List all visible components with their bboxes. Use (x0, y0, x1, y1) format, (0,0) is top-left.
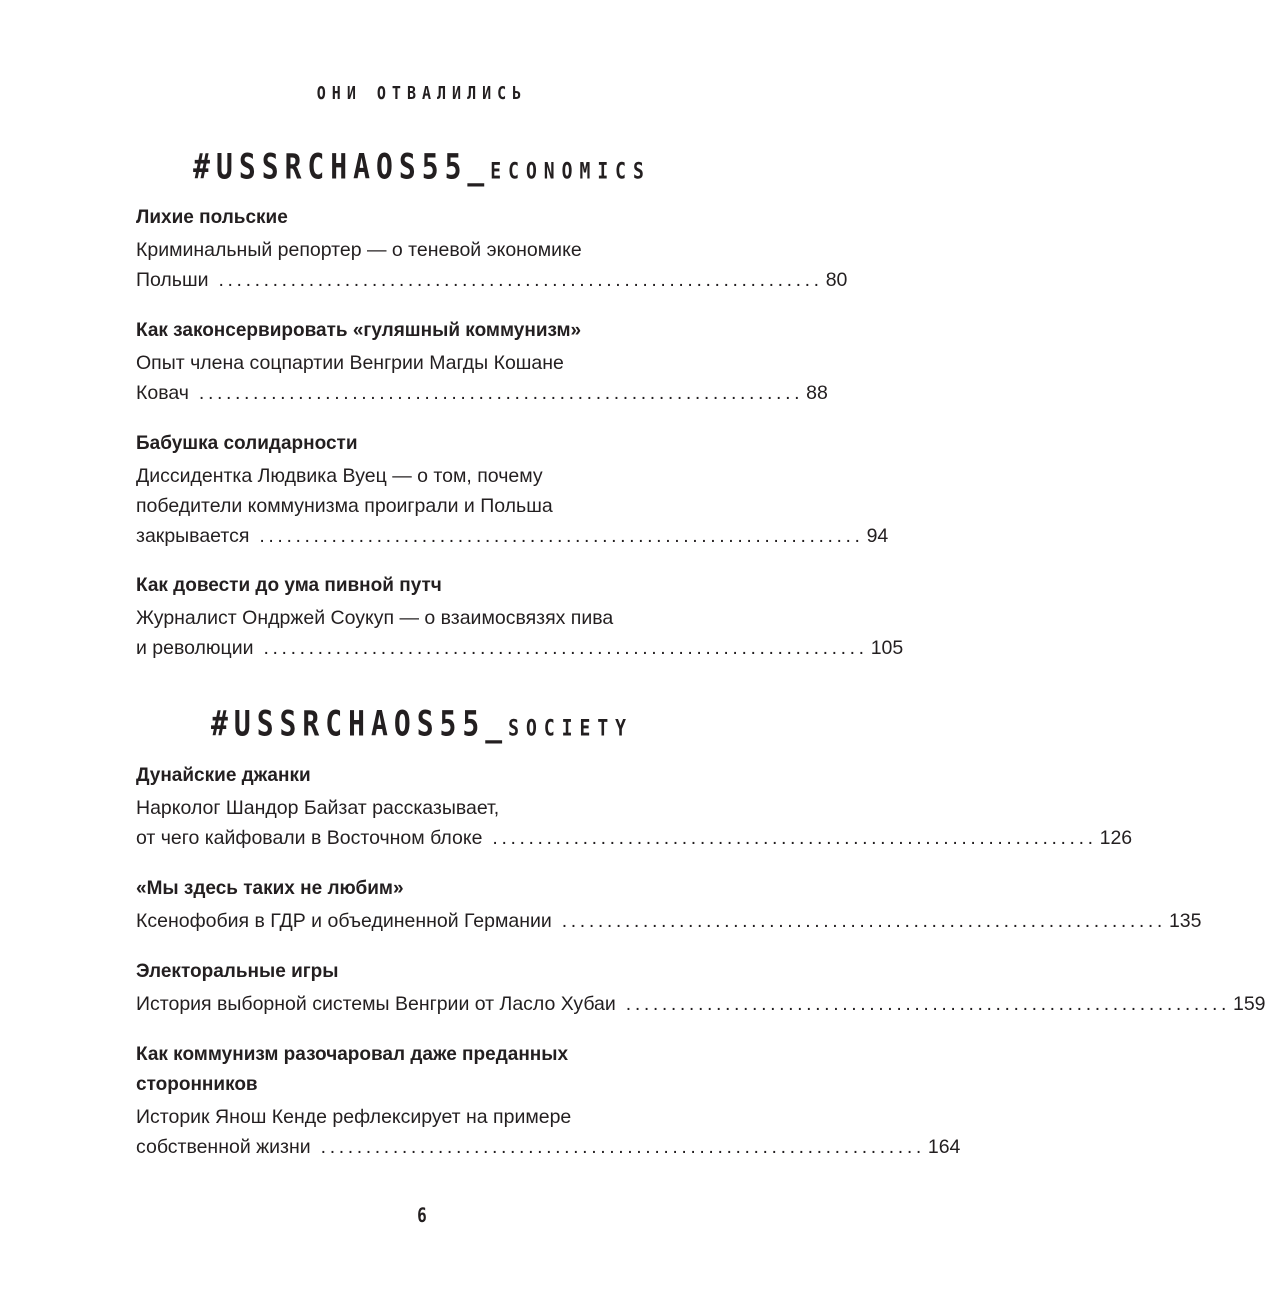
description-last-line (136, 823, 1133, 853)
description-text: Ковач (136, 382, 189, 404)
toc-entry[interactable] (136, 316, 828, 408)
section-hashtag: #USSRCHAOS55_ (210, 702, 509, 745)
entry-title: Электоральные игры (136, 961, 339, 982)
entry-title: Лихие польские (136, 207, 288, 228)
section-subtitle: SOCIETY (508, 715, 633, 742)
leader-dots: ................................................................... (259, 525, 864, 547)
description-text: собственной жизни (136, 1136, 311, 1158)
entry-title: Как законсервировать «гуляшный коммунизм» (136, 320, 582, 341)
entry-title: Как коммунизм разочаровал даже преданных сторонников (136, 1044, 569, 1095)
toc-entry[interactable] (136, 874, 1202, 936)
page-reference: 159 (1232, 993, 1266, 1015)
description-last-line (136, 521, 889, 551)
section-hashtag: #USSRCHAOS55_ (193, 145, 491, 188)
leader-dots: ................................................................... (320, 1136, 925, 1158)
toc-entry[interactable] (136, 429, 889, 551)
description-line: победители коммунизма проиграли и Польша (136, 495, 553, 517)
entry-description (136, 906, 1202, 936)
description-text: История выборной системы Венгрии от Ласло Хубаи (136, 993, 616, 1015)
description-line: Историк Янош Кенде рефлексирует на примере (136, 1106, 572, 1128)
toc-entry[interactable] (136, 203, 848, 295)
page-reference: 88 (806, 382, 828, 404)
description-line: Криминальный репортер — о теневой экономике (136, 239, 582, 261)
toc-entry[interactable] (136, 571, 904, 663)
description-text: Ксенофобия в ГДР и объединенной Германии (136, 910, 552, 932)
toc-entry[interactable] (136, 761, 1133, 853)
section-title-economics (0, 146, 844, 187)
page-reference: 80 (825, 269, 848, 291)
description-text: и революции (136, 637, 254, 659)
toc-entry[interactable] (136, 1040, 961, 1162)
description-last-line (136, 906, 1202, 936)
entry-description (136, 603, 904, 663)
entry-title: Дунайские джанки (136, 765, 311, 786)
leader-dots: ................................................................... (492, 827, 1097, 849)
page-reference: 94 (866, 525, 889, 547)
description-last-line (136, 1132, 961, 1162)
description-last-line (136, 378, 828, 408)
description-text: от чего кайфовали в Восточном блоке (136, 827, 483, 849)
toc-entry[interactable] (136, 957, 1266, 1019)
description-last-line (136, 265, 848, 295)
entry-description (136, 461, 889, 551)
description-text: Польши (136, 269, 209, 291)
section-title-society (0, 703, 844, 744)
page-reference: 164 (927, 1136, 961, 1158)
page-reference: 135 (1168, 910, 1202, 932)
description-line: Нарколог Шандор Байзат рассказывает, (136, 797, 500, 819)
leader-dots: ................................................................... (561, 910, 1166, 932)
page-reference: 105 (870, 637, 904, 659)
entry-description (136, 1102, 961, 1162)
running-head: ОНИ ОТВАЛИЛИСЬ (316, 82, 528, 104)
description-last-line (136, 989, 1266, 1019)
description-line: Диссидентка Людвика Вуец — о том, почему (136, 465, 543, 487)
entry-title: «Мы здесь таких не любим» (136, 878, 404, 899)
entry-title: Бабушка солидарности (136, 433, 358, 454)
entry-description (136, 989, 1266, 1019)
description-line: Журналист Ондржей Соукуп — о взаимосвязях пива (136, 607, 614, 629)
description-text: закрывается (136, 525, 250, 547)
entry-description (136, 793, 1133, 853)
section-subtitle: ECONOMICS (490, 158, 651, 185)
page-reference: 126 (1099, 827, 1133, 849)
description-last-line (136, 633, 904, 663)
leader-dots: ................................................................... (263, 637, 868, 659)
page-number: 6 (417, 1204, 427, 1227)
entry-title: Как довести до ума пивной путч (136, 575, 442, 596)
entry-description (136, 348, 828, 408)
leader-dots: ................................................................... (625, 993, 1230, 1015)
leader-dots: ................................................................... (198, 382, 804, 404)
entry-description (136, 235, 848, 295)
description-line: Опыт члена соцпартии Венгрии Магды Кошане (136, 352, 564, 374)
leader-dots: ................................................................... (218, 269, 823, 291)
